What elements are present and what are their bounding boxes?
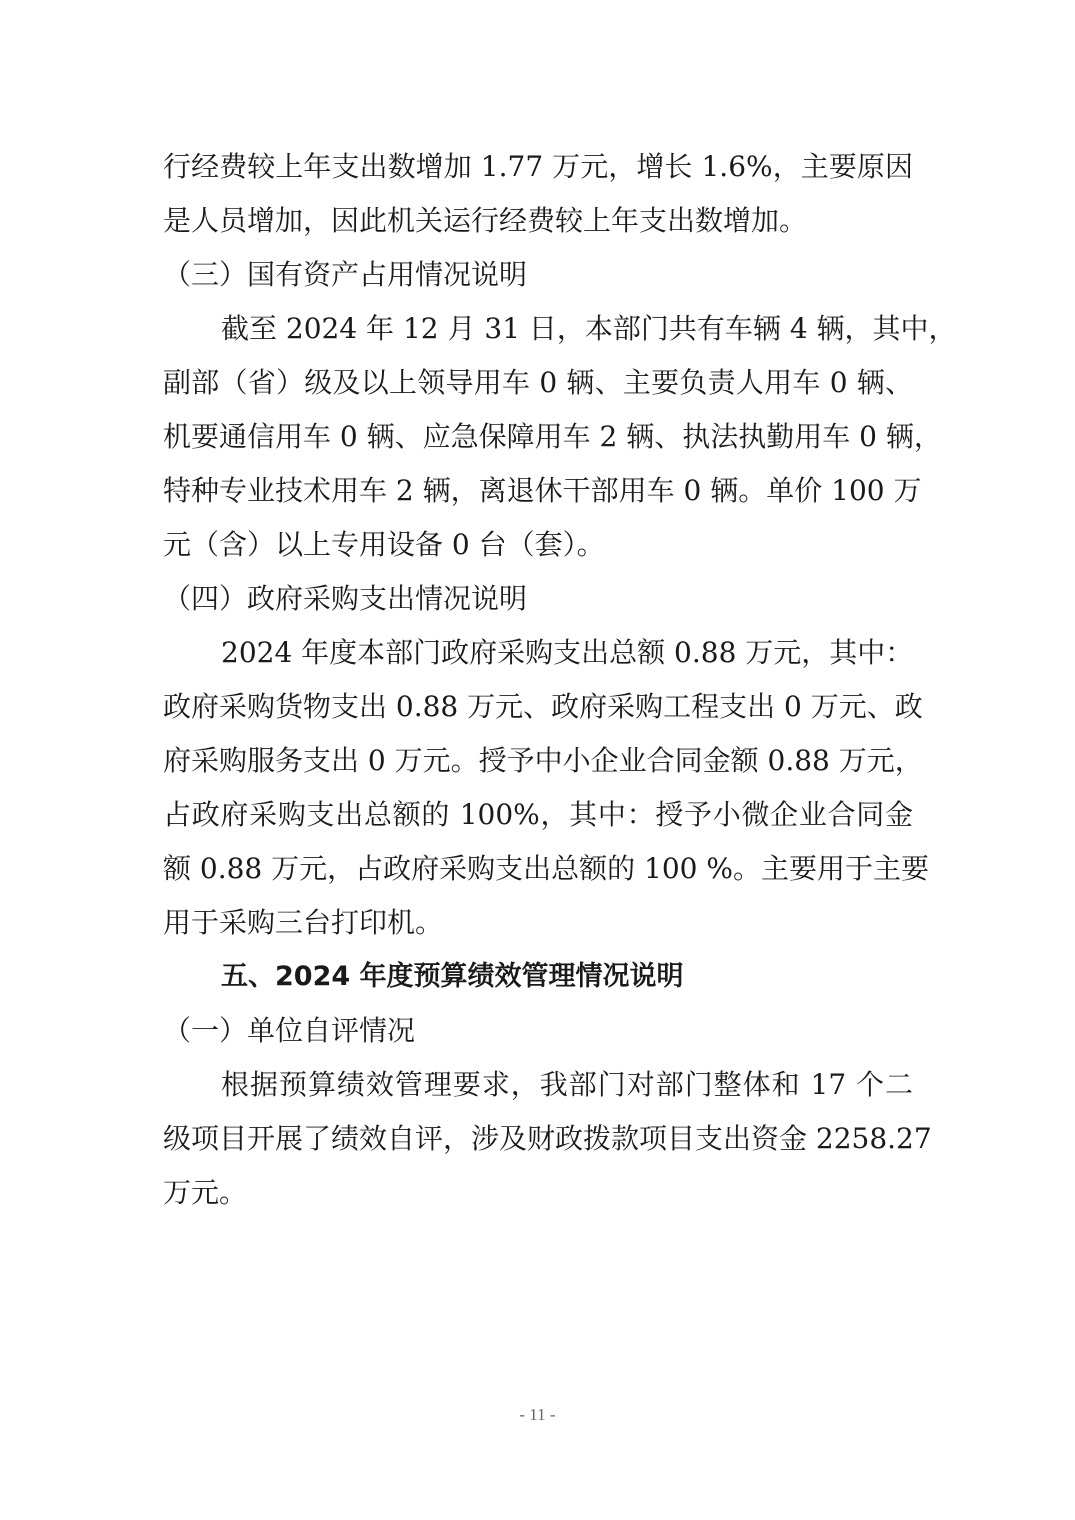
text-line: 是人员增加，因此机关运行经费较上年支出数增加。: [163, 204, 808, 237]
paragraph-procurement: [163, 626, 929, 950]
document-page: [163, 140, 957, 1220]
text-line: 副部（省）级及以上领导用车 0 辆、主要负责人用车 0 辆、: [163, 366, 913, 399]
text-line: 额 0.88 万元，占政府采购支出总额的 100 %。主要用于主要: [163, 852, 929, 885]
text-line: 元（含）以上专用设备 0 台（套）。: [163, 528, 605, 561]
text-line: 占政府采购支出总额的 100%，其中：授予小微企业合同金: [163, 798, 913, 831]
text-line: 截至 2024 年 12 月 31 日，本部门共有车辆 4 辆，其中，: [221, 312, 957, 345]
subheading-gov-procurement: （四）政府采购支出情况说明: [163, 582, 528, 615]
text-line: 政府采购货物支出 0.88 万元、政府采购工程支出 0 万元、政: [163, 690, 923, 723]
paragraph-operating-expenses: [163, 140, 913, 248]
text-line: 级项目开展了绩效自评，涉及财政拨款项目支出资金 2258.27: [163, 1122, 932, 1155]
text-line: 行经费较上年支出数增加 1.77 万元，增长 1.6%，主要原因: [163, 150, 913, 183]
text-line: 用于采购三台打印机。: [163, 906, 444, 939]
text-line: 万元。: [163, 1176, 248, 1209]
text-line: 根据预算绩效管理要求，我部门对部门整体和 17 个二: [221, 1068, 913, 1101]
page-number: - 11 -: [519, 1405, 556, 1424]
section-heading-performance: 五、2024 年度预算绩效管理情况说明: [221, 961, 684, 992]
text-line: 特种专业技术用车 2 辆，离退休干部用车 0 辆。单价 100 万: [163, 474, 922, 507]
text-line: 府采购服务支出 0 万元。授予中小企业合同金额 0.88 万元，: [163, 744, 923, 777]
paragraph-vehicles: [163, 302, 957, 572]
subheading-self-evaluation: （一）单位自评情况: [163, 1014, 416, 1047]
paragraph-self-evaluation: [163, 1058, 932, 1220]
text-line: 2024 年度本部门政府采购支出总额 0.88 万元，其中：: [221, 636, 914, 669]
subheading-state-assets: （三）国有资产占用情况说明: [163, 258, 528, 291]
text-line: 机要通信用车 0 辆、应急保障用车 2 辆、执法执勤用车 0 辆，: [163, 420, 942, 453]
